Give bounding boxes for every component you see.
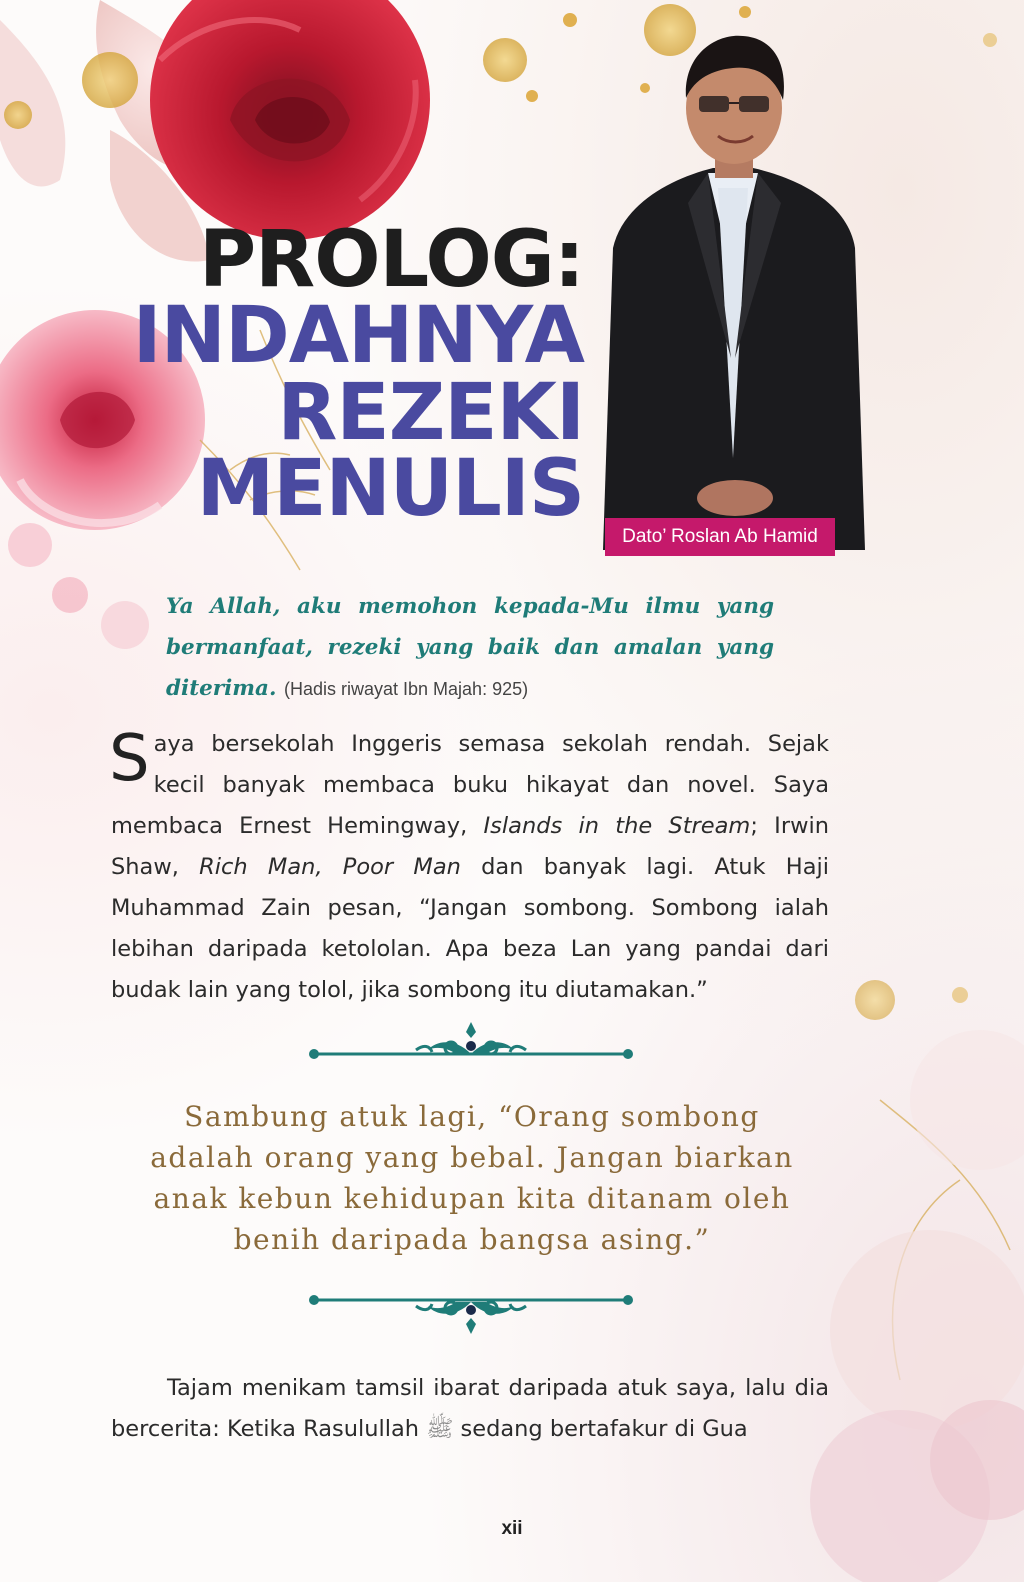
paragraph-text: aya bersekolah Inggeris semasa sekolah rendah. Sejak kecil banyak membaca buku hikayat dan novel. Saya membaca Ernest Hemingway, bbox=[111, 731, 829, 839]
drop-cap: S bbox=[109, 722, 150, 796]
paragraph-text: ; Irwin Shaw, bbox=[111, 813, 829, 880]
photo-caption: Dato’ Roslan Ab Hamid bbox=[605, 518, 835, 556]
red-rose-illustration bbox=[150, 0, 430, 240]
ornament-divider-top bbox=[306, 1018, 636, 1068]
book-title-italic: Rich Man, Poor Man bbox=[199, 854, 461, 880]
title-line-1: PROLOG: bbox=[199, 215, 584, 305]
author-portrait bbox=[603, 28, 865, 550]
title-line-2: INDAHNYA bbox=[132, 291, 584, 382]
prayer-source: (Hadis riwayat Ibn Majah: 925) bbox=[283, 679, 529, 699]
page-number: xii bbox=[501, 1518, 523, 1539]
prayer-text: Ya Allah, aku memohon kepada-Mu ilmu yang bermanfaat, rezeki yang baik dan amalan yang diterima. bbox=[166, 594, 774, 701]
title-line-3: REZEKI bbox=[277, 367, 584, 458]
ornament-divider-bottom bbox=[306, 1288, 636, 1338]
paragraph-text: sedang bertafakur di Gua bbox=[453, 1416, 748, 1442]
honorific-glyph: ﷺ bbox=[426, 1416, 454, 1442]
body-paragraph-1 bbox=[111, 724, 829, 1011]
paragraph-text: dan banyak lagi. Atuk Haji Muhammad Zain pesan, “Jangan sombong. Sombong ialah lebihan daripada ketololan. Apa beza Lan yang pandai dari budak lain yang tolol, jika sombong itu diutamakan.” bbox=[111, 854, 829, 1003]
body-paragraph-2 bbox=[111, 1368, 829, 1450]
prayer-quote bbox=[166, 586, 774, 710]
book-title-italic: Islands in the Stream bbox=[483, 813, 751, 839]
pull-quote: Sambung atuk lagi, “Orang sombong adalah orang yang bebal. Jangan biarkan anak kebun kehidupan kita ditanam oleh benih daripada bangsa asing.” bbox=[150, 1100, 794, 1256]
chapter-title bbox=[132, 215, 584, 535]
title-line-4: MENULIS bbox=[196, 444, 584, 535]
paragraph-text: Tajam menikam tamsil ibarat daripada atuk saya, lalu dia bercerita: Ketika Rasulullah bbox=[111, 1375, 829, 1442]
